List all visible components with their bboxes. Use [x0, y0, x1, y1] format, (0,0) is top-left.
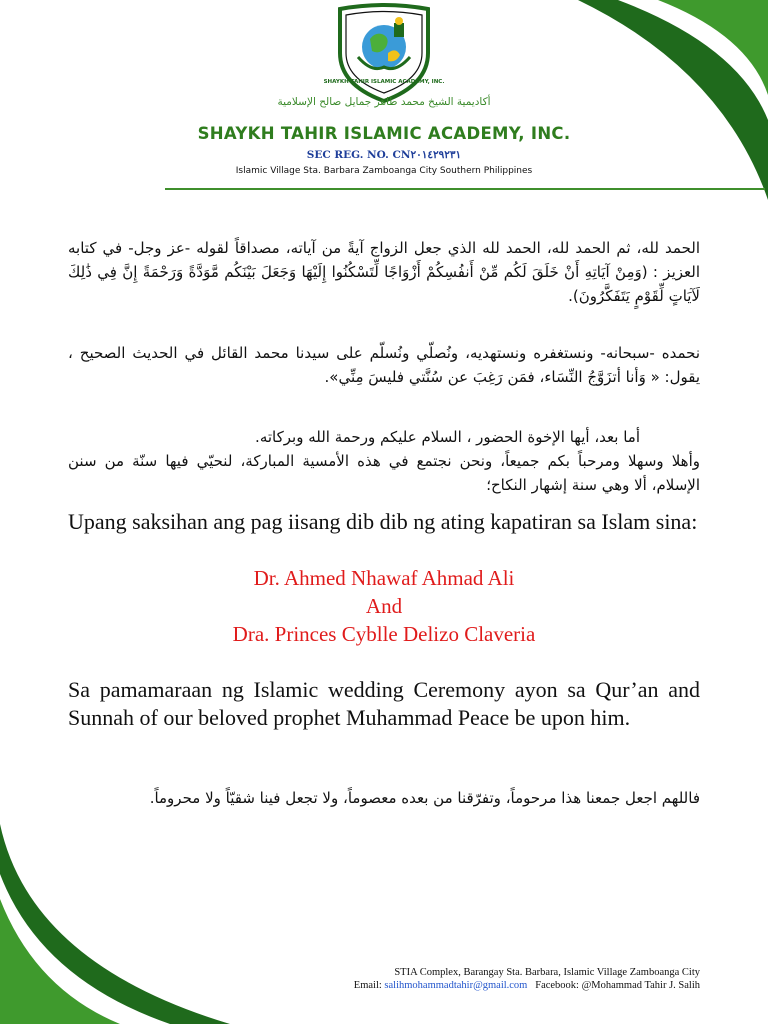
- arabic-greeting-line: أما بعد، أيها الإخوة الحضور ، السلام عليكم ورحمة الله وبركاته.: [255, 428, 640, 446]
- witness-invitation-text: Upang saksihan ang pag iisang dib dib ng ating kapatiran sa Islam sina:: [68, 509, 698, 534]
- footer-address: STIA Complex, Barangay Sta. Barbara, Islamic Village Zamboanga City: [394, 967, 700, 978]
- arabic-opening-paragraph: الحمد لله، ثم الحمد لله، الحمد لله الذي جعل الزواج آيةً من آياته، مصداقاً لقوله -عز وجل- في كتابه العزيز : (وَمِنْ آيَاتِهِ أَنْ خَلَقَ لَكُم مِّنْ أَنفُسِكُمْ أَزْوَاجًا لِّتَسْكُنُوا إِلَيْهَا وَجَعَلَ بَيْنَكُم مَّوَدَّةً وَرَحْمَةً إِنَّ فِي ذَٰلِكَ لَآيَاتٍ لِّقَوْمٍ يَتَفَكَّرُونَ).: [68, 239, 700, 305]
- couple-names: [68, 564, 700, 648]
- logo-text: SHAYKH TAHIR ISLAMIC ACADEMY, INC.: [323, 79, 445, 85]
- academy-address: Islamic Village Sta. Barbara Zamboanga City Southern Philippines: [235, 166, 533, 176]
- footer-contact: [354, 966, 700, 992]
- groom-name: Dr. Ahmed Nhawaf Ahmad Ali: [253, 566, 515, 590]
- header-divider: [165, 188, 765, 190]
- bride-name: Dra. Princes Cybllе Delizo Claveria: [232, 622, 536, 646]
- and-label: And: [365, 594, 403, 618]
- arabic-praise-paragraph: نحمده -سبحانه- ونستغفره ونستهديه، ونُصلّي ونُسلّم على سيدنا محمد القائل في الحديث الصحيح ، يقول: « وَأنا أتزَوَّجُ النِّسَاء، فمَن رَغِبَ عن سُنَّتي فليسَ مِنِّي».: [68, 344, 700, 386]
- footer-contact-line: [354, 979, 700, 992]
- arabic-closing-prayer: فاللهم اجعل جمعنا هذا مرحوماً، وتفرّقنا من بعده معصوماً، ولا تجعل فينا شقيّاً ولا محروماً.: [149, 789, 700, 807]
- academy-shield-logo-icon: [323, 3, 445, 103]
- sec-registration-number: SEC REG. NO. CN٢٠١٤٢٩٢٣١: [306, 149, 462, 161]
- facebook-handle: Facebook: @Mohammad Tahir J. Salih: [535, 980, 700, 991]
- academy-arabic-name: أكاديمية الشيخ محمد طاهر جمايل صالح الإسلامية: [277, 96, 491, 108]
- arabic-welcome-paragraph: وأهلا وسهلا ومرحباً بكم جميعاً، ونحن نجتمع في هذه الأمسية المباركة، لنحيّي فيها سنّة من سنن الإسلام، ألا وهي سنة إشهار النكاح؛: [68, 452, 700, 494]
- email-label: Email:: [353, 980, 382, 991]
- academy-name: SHAYKH TAHIR ISLAMIC ACADEMY, INC.: [197, 124, 571, 143]
- ceremony-description-text: Sa pamamaraan ng Islamic wedding Ceremony ayon sa Qur’an and Sunnah of our beloved prophet Muhammad Peace be upon him.: [68, 677, 700, 730]
- email-link[interactable]: salihmohammadtahir@gmail.com: [384, 980, 528, 991]
